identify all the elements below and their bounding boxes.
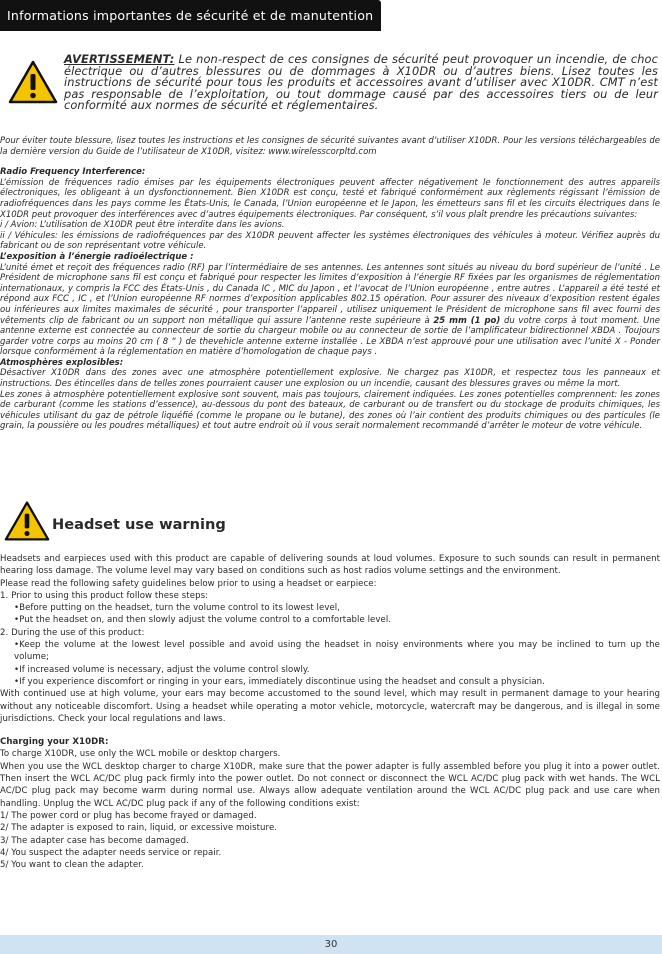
en-step-1-b: •Put the headset on, and then slowly adjust the volume control to a comfortable level.	[14, 615, 392, 626]
warning-triangle-icon	[4, 500, 50, 542]
en-p2: Please read the following safety guidelines below prior to using a headset or earpiece:	[0, 578, 377, 589]
page-footer	[0, 935, 662, 954]
fr-atm-text-2: Les zones à atmosphère potentiellement explosive sont souvent, mais pas toujours, clairement indiquées. Les zones potentielles comprennent: les zones de carburant (comme les stations d’essence), au-dessous du pont des bateaux, de carburant ou de transfert ou du stockage de produits chimiques, les véhicules utilisant du gaz de pétrole liquéfié (comme le propane ou le butane), des zones où l’air contient des produits chimiques ou des particules (le grain, la poussière ou les poudres métalliques) et tout autre endroit où il vous serait normalement recommandé d’arrêter le moteur de votre véhicule.	[0, 389, 660, 432]
en-step-2-b: •If increased volume is necessary, adjust the volume control slowly.	[14, 664, 310, 675]
condition-4: 4/ You suspect the adapter needs service or repair.	[0, 847, 222, 858]
fr-rfi-text: L’émission de fréquences radio émises par les équipements électroniques peuvent affecter négativement le fonctionnement des autres appareils électroniques, les obligeant à un dysfonctionnement. Bien X10DR est conçu, testé et fabriqué conformément aux règlements régissant l’émission de radiofréquences dans les pays comme les États-Unis, le Canada, l’Union européenne et le Japon, les émetteurs sans fil et les circuits électriques dans le X10DR peut provoquer des interférences avec d’autres équipements électroniques. Par conséquent, s’il vous plaît prendre les précautions suivantes:	[0, 177, 660, 220]
fr-warning-lead: AVERTISSEMENT:	[64, 52, 175, 66]
fr-intro: Pour éviter toute blessure, lisez toutes les instructions et les consignes de sécurité suivantes avant d’utiliser X10DR. Pour les versions téléchargeables de la dernière version du Guide de l’utilisateur de X10DR, visitez: www.wirelesscorpltd.com	[0, 136, 660, 157]
charging-text-2: When you use the WCL desktop charger to charge X10DR, make sure that the power adapter is fully assembled before you plug it into a power outlet. Then insert the WCL AC/DC plug pack firmly into the power outlet. Do not connect or disconnect the WCL AC/DC plug pack with wet hands. The WCL AC/DC plug pack may become warm during normal use. Always allow adequate ventilation around the WCL AC/DC plug pack and use care when handling. Unplug the WCL AC/DC plug pack if any of the following conditions exist:	[0, 761, 660, 809]
fr-rf-heading: L’exposition à l’énergie radioélectrique :	[0, 251, 194, 262]
condition-3: 3/ The adapter case has become damaged.	[0, 835, 189, 846]
fr-rfi-item-1: i / Avion: L’utilisation de X10DR peut être interdite dans les avions.	[0, 220, 285, 231]
charging-heading: Charging your X10DR:	[0, 737, 109, 748]
condition-5: 5/ You want to clean the adapter.	[0, 860, 144, 871]
fr-rfi-heading: Radio Frequency Interference:	[0, 167, 146, 178]
fr-rfi-item-2: ii / Véhicules: les émissions de radiofréquences par des X10DR peuvent affecter les systèmes électroniques des véhicules à moteur. Vérifiez auprès du fabricant ou de son représentant votre véhicule.	[0, 230, 660, 252]
fr-rf-text: L’unité émet et reçoit des fréquences radio (RF) par l’intermédiaire de ses antennes. Les antennes sont situés au niveau du bord supérieur de l’unité . Le Président de microphone sans fil est conçu et fabriqué pour respecter les limites d’exposition à l’énergie RF fixées par les organismes de réglementation internationaux, y compris la FCC des États-Unis , du Canada IC , MIC du Japon , et l’avocat de l’Union européenne , entre autres . L’appareil a été testé et répond aux FCC , IC , et l’Union européenne RF normes d’exposition applicables 802.15 opération. Pour assurer des niveaux d’exposition restent égales ou inférieures aux limites maximales de sécurité , pour transporter l’appareil , utilisez uniquement le Président de microphone sans fil avec fourni des vêtements clip de fabricant ou un support non métallique qui assure l’antenne reste supérieure à 25 mm (1 po) du votre corps à tout moment. Une antenne externe est connectée au connecteur de sortie du chargeur mobile ou au connecteur de sortie de l’amplificateur bidirectionnel XBDA . Toujours garder votre corps au moins 20 cm ( 8 “ ) de thevehicle antenne externe installée . Le XBDA n’est approuvé pour une utilisation avec l’unité X - Ponder lorsque conformément à la réglementation en matière d’homologation de chaque pays .	[0, 262, 660, 358]
fr-warning-text	[64, 54, 658, 112]
en-p1: Headsets and earpieces used with this product are capable of delivering sounds at loud volumes. Exposure to such sounds can result in permanent hearing loss damage. The volume level may vary based on conditions such as host radios volume settings and the environment.	[0, 554, 660, 577]
section-header-tab: Informations importantes de sécurité et de manutention	[0, 0, 381, 31]
en-step-2: 2. During the use of this product:	[0, 627, 145, 638]
en-safety-section	[0, 553, 660, 871]
fr-safety-section	[0, 136, 660, 432]
headset-warning-title: Headset use warning	[52, 516, 226, 533]
page-number: 30	[324, 939, 338, 950]
en-p3: With continued use at high volume, your ears may become accustomed to the sound level, which may result in permanent damage to your hearing without any noticeable discomfort. Using a headset while operating a motor vehicle, motorcycle, watercraft may be dangerous, and is illegal in some jurisdictions. Check your local regulations and laws.	[0, 689, 660, 724]
fr-atm-text-1: Désactiver X10DR dans des zones avec une atmosphère potentiellement explosive. Ne chargez pas X10DR, et respectez tous les panneaux et instructions. Des étincelles dans de telles zones pourraient causer une explosion ou un incendie, causant des blessures graves ou même la mort.	[0, 368, 660, 390]
condition-1: 1/ The power cord or plug has become frayed or damaged.	[0, 810, 257, 821]
warning-triangle-icon	[8, 60, 58, 104]
fr-atm-heading: Atmosphères explosibles:	[0, 357, 124, 368]
fr-warning-body: Le non-respect de ces consignes de sécurité peut provoquer un incendie, de choc électrique ou d’autres blessures ou de dommages à X10DR ou d’autres biens. Lisez toutes les instructions de sécurité pour tous les produits et accessoires avant d’utiliser avec X10DR. CMT n’est pas responsable de l’exploitation, ou tout dommage causé par des accessoires tiers ou de leur conformité aux normes de sécurité et réglementaires.	[64, 52, 658, 112]
en-step-1: 1. Prior to using this product follow these steps:	[0, 590, 209, 601]
charging-text-1: To charge X10DR, use only the WCL mobile or desktop chargers.	[0, 749, 281, 760]
en-step-2-c: •If you experience discomfort or ringing in your ears, immediately discontinue using the headset and consult a physician.	[14, 676, 545, 687]
en-step-1-a: •Before putting on the headset, turn the volume control to its lowest level,	[14, 603, 341, 614]
fr-rf-distance: 25 mm (1 po)	[433, 315, 501, 326]
condition-2: 2/ The adapter is exposed to rain, liquid, or excessive moisture.	[0, 823, 278, 834]
en-step-2-a: •Keep the volume at the lowest level possible and avoid using the headset in noisy environments where you may be inclined to turn up the volume;	[14, 640, 660, 663]
